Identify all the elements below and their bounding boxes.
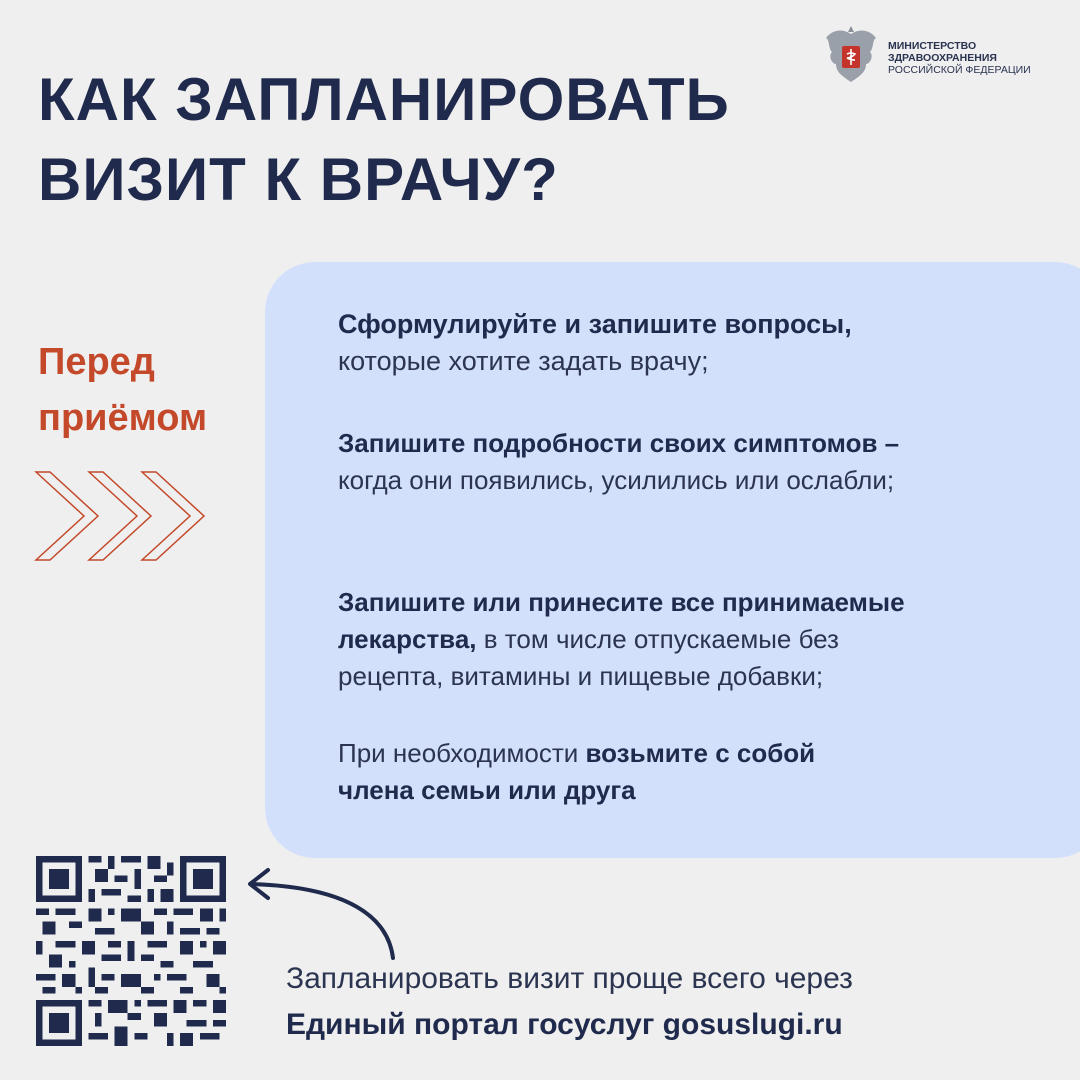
title-line-1: КАК ЗАПЛАНИРОВАТЬ <box>38 66 730 133</box>
tip-symptoms-text: когда они появились, усилились или ослабли; <box>338 465 895 495</box>
section-label-line-2: приёмом <box>38 397 208 439</box>
logo-line-3: РОССИЙСКОЙ ФЕДЕРАЦИИ <box>888 64 1031 76</box>
title-line-2: ВИЗИТ К ВРАЧУ? <box>38 146 559 213</box>
coat-of-arms-icon <box>822 24 880 90</box>
tip-symptoms-bold: Запишите подробности своих симптомов – <box>338 428 900 458</box>
tip-questions-text: которые хотите задать врачу; <box>338 346 709 376</box>
tip-medications-text-2: рецепта, витамины и пищевые добавки; <box>338 661 824 691</box>
page-title <box>38 60 730 220</box>
footer-line-1: Запланировать визит проще всего через <box>286 962 853 995</box>
tip-medications-bold-2: лекарства, <box>338 624 477 654</box>
qr-code-icon[interactable] <box>36 856 226 1046</box>
tip-companion-bold-1: возьмите с собой <box>585 738 816 768</box>
section-label <box>38 334 207 446</box>
tip-companion <box>338 735 815 809</box>
tip-medications-text-1: в том числе отпускаемые без <box>476 624 839 654</box>
tip-symptoms <box>338 425 899 499</box>
tip-companion-text: При необходимости <box>338 738 586 768</box>
tip-companion-bold-2: члена семьи или друга <box>338 775 636 805</box>
curved-arrow-icon <box>238 862 408 962</box>
ministry-logo <box>822 24 1062 94</box>
logo-text <box>888 40 1031 76</box>
logo-line-1: МИНИСТЕРСТВО <box>888 40 977 52</box>
gosuslugi-link[interactable]: Единый портал госуслуг gosuslugi.ru <box>286 1008 843 1041</box>
logo-line-2: ЗДРАВООХРАНЕНИЯ <box>888 52 997 64</box>
tip-questions-bold: Сформулируйте и запишите вопросы, <box>338 309 852 339</box>
tip-medications-bold-1: Запишите или принесите все принимаемые <box>338 587 905 617</box>
footer-text <box>286 956 853 1048</box>
tip-questions <box>338 306 852 380</box>
section-label-line-1: Перед <box>38 341 155 383</box>
tip-medications <box>338 584 905 695</box>
chevron-right-icon <box>34 470 209 562</box>
